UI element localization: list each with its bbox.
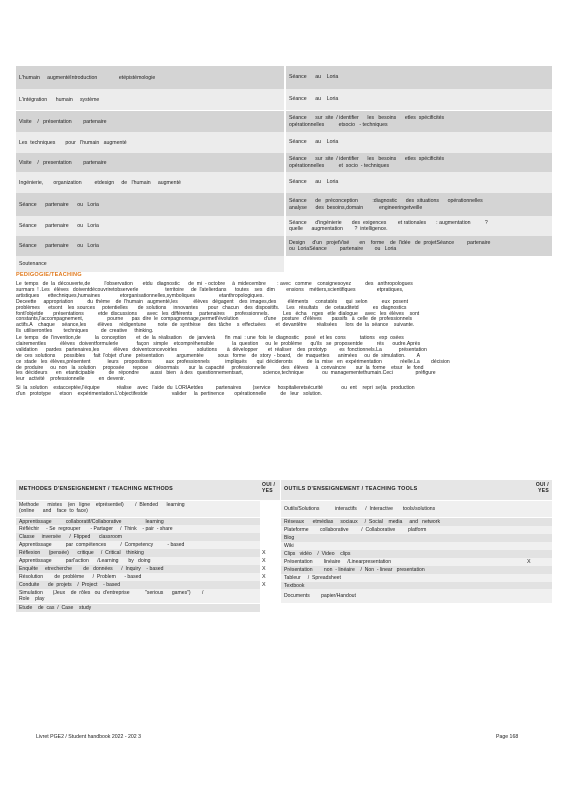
schedule-left-cell: Soutenance — [16, 256, 284, 272]
method-row: Etude de cas / Case study — [16, 604, 260, 612]
schedule-left-cell: Les techniques pour l'humain augmenté — [16, 132, 284, 153]
method-row: Réflexion (pensée) critique / Critical thinking — [16, 549, 260, 557]
schedule-left-cell: L'intégration humain système — [16, 89, 284, 110]
method-row: Classe inversée / Flipped classroom — [16, 533, 260, 541]
method-row: Enquête etrecherche de données / Inquiry - based — [16, 565, 260, 573]
schedule-right-cell: Séance au Loria — [286, 172, 552, 193]
method-yes-mark: X — [262, 566, 266, 572]
tool-row: Plateforme collaborative / Collaborative platform — [281, 526, 552, 534]
method-yes-mark: X — [262, 582, 266, 588]
method-row: Apprentissage parl'action /Learning by doing — [16, 557, 260, 565]
page-number: Page 168 — [496, 734, 519, 740]
schedule-left-cell: Séance partenaire ou Loria — [16, 236, 284, 256]
pedagogy-paragraph-solution: Si la solution estacceptée,l'équipe réalise avec l'aide du LORIAetdes partenaires (service hospitalieretsécurité ou ent repri se)la production d'un prototype etson expérimentation.L'objectifestde valider la pertinence opérationnelle de leur solution. — [16, 385, 415, 397]
method-row: Réfléchir - Se regrouper - Partager / Think - pair - share — [16, 525, 260, 533]
schedule-left-cell: Ingénierie, organization etdesign de l'humain augmenté — [16, 172, 284, 193]
schedule-right-cell: Séance de préconception :diagnostic des situations opérationnelles analyse des besoins,domain engineeringetveille — [286, 193, 552, 216]
tool-row: Blog — [281, 534, 552, 542]
pedagogy-paragraph-invention: Le temps de l'invention,de la conception et de la réalisation de janvierà fin mai : une fois le diagnostic posé et les cons tations exp osées clairementles élèves doiventformulerle façon simple etcompréhensible la question ou le problème qu'ils se proposentde rés oudre.Après validation pardes partenaires,les élèves doiventconcevoirles solutions à développer et réaliser des prototyp es fonctionnels.La présentation de ces solutions possibles fait l'objet d'une présentation argumentée sous forme de story - board, de maquettes animées ou de simulation. A ce stade les élèves,présentent leurs propositions aux professionnels impliqués qui décideronts de la mise en expérimentation réelle.La décision de produire ou non la solution proposée repose désormais sur la capacité professionnelle des élèves à convaincre sur la forme etsur le fond les décideurs en etanticipable de répondre aussi bien à des questionnementsart, science,technique ou managementethumain.Ceci préfigure leur activité professionnelle en devenir. — [16, 335, 450, 383]
schedule-right-cell: Séance au Loria — [286, 132, 552, 153]
schedule-right-cell: Séance au Loria — [286, 66, 552, 89]
schedule-right-cell: Séance sur site / identifier les besoins etles spécificités opérationnelles etsocio - techniques — [286, 111, 552, 132]
method-row: Simulation (Jeux de rôles ou d'entreprise "serious games") / Role play — [16, 589, 260, 603]
pedagogy-paragraph-discovery: Le temps de la découverte,de l'observation etdu diagnostic de mi - octobre à midecembre : avec comme consignesoyez des anthropologues surmars ! .Les élèves doiventdécouvriretobserverle territoire de l'atelierdans toutes ses dim ensions métiers,scientifiques etpratiques, artistiques ettechniques,humaines etorganisationnelles,symboliques etanthropologiques. Deceette appropriation du thème de l'humain augmenté,les élèves dégagent des images,des éléments constatés qui selon eux posent problèmes etsont les sources potentielles de solutions innovantes pour chacun des dispositifs. Les résultats de cetauditetd es diagnostics fontl'objetde présentations etde discussions avec les différents partenaires professionnels. Les écha nges etle dialogue avec les élèves sont constants,l'accompagnement, pourne pas dire le compagnonnage,permetl'évolution d'une posture d'élèves passifs à celle de professionnels actifs.A chaque séance,les élèves rédigentune note de synthèse des tâche s effectuées et devantêtre réalisées lors de la séance suivante. Ils utiliserontles techniques de creative thinking. — [16, 281, 420, 335]
tool-yes-mark: X — [527, 559, 531, 565]
method-yes-mark: X — [262, 558, 266, 564]
method-row: Apprentissage collaboratif/Collaborative learning — [16, 518, 260, 525]
schedule-right-cell: Séance au Loria — [286, 89, 552, 110]
schedule-left-cell: L'humain augmentéIntroduction etépistémologie — [16, 66, 284, 89]
tools-yes-header: OUI / YES — [518, 480, 552, 500]
tools-header: OUTILS D'ENSEIGNEMENT / TEACHING TOOLS — [281, 480, 518, 500]
method-row: Résolution de problème / Problem - based — [16, 573, 260, 581]
method-yes-mark: X — [262, 550, 266, 556]
tool-row: Outils/Solutions interactifs / Interactive tools/solutions — [281, 501, 552, 517]
pedagogy-heading: PEDIGOGIE/TEACHING — [16, 272, 82, 278]
footer-left: Livret PGE2 / Student handbook 2022 - 202 3 — [36, 734, 141, 740]
schedule-right-cell: Séance d'ingénierie des exigences et rationales : augmentation ? quelle augmentation ? intelligence. — [286, 216, 552, 236]
method-row: Conduite de projets / Project - based — [16, 581, 260, 589]
tool-row: Documents papier/Handout — [281, 589, 552, 603]
methods-header: METHODES D'ENSEIGNEMENT / TEACHING METHODS — [16, 480, 260, 500]
schedule-left-cell: Séance partenaire ou Loria — [16, 216, 284, 236]
tool-row: Réseaux etmédias sociaux / Social media and network — [281, 518, 552, 526]
schedule-left-cell: Séance partenaire ou Loria — [16, 193, 284, 216]
methods-yes-header: OUI / YES — [260, 480, 280, 500]
method-yes-mark: X — [262, 574, 266, 580]
tool-row: Présentation linéaire /Linearpresentation — [281, 558, 552, 566]
tool-row: Wiki — [281, 542, 552, 550]
schedule-left-cell: Visite / présentation partenaire — [16, 111, 284, 132]
tool-row: Clips vidéo / Video clips — [281, 550, 552, 558]
tool-row: Présentation non - linéaire / Non - linear presentation — [281, 566, 552, 574]
schedule-right-cell: Séance sur site / identifier les besoins etles spécificités opérationnelles et socio - techniques — [286, 153, 552, 172]
method-row: Methode mixtes (en ligne etprésentiel) / Blended learning (online and face to face) — [16, 501, 260, 517]
schedule-left-cell: Visite / presentation partenaire — [16, 153, 284, 172]
tool-row: Textbook — [281, 582, 552, 589]
tool-row: Tableur / Spreadsheet — [281, 574, 552, 582]
schedule-right-cell: Design d'un projetVisé en forme de l'idée de projetSéance partenaire ou LoriaSéance partenaire ou Loria — [286, 236, 552, 256]
method-row: Apprentissage par compétences / Competency - based — [16, 541, 260, 549]
